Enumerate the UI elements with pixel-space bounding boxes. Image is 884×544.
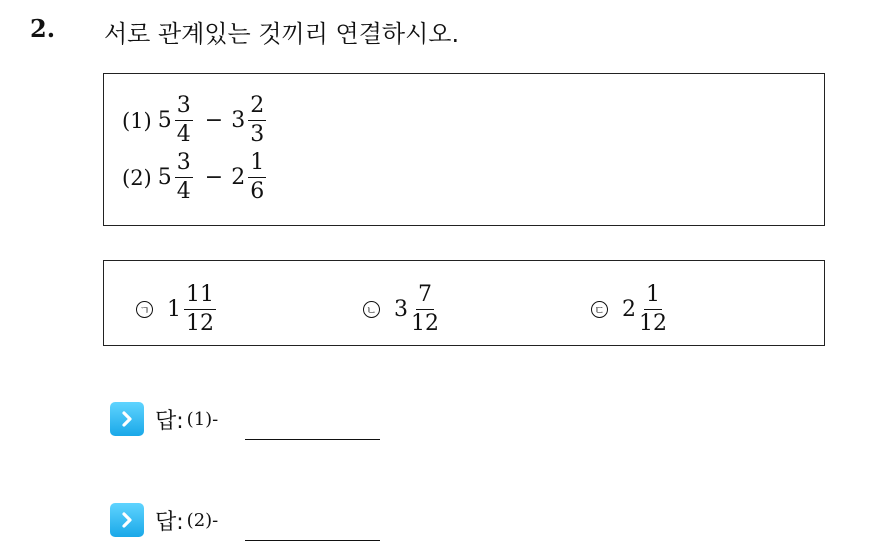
option-giyeok bbox=[136, 284, 220, 335]
circled-marker-icon: ㄱ bbox=[136, 301, 153, 318]
numerator: 1 bbox=[248, 152, 266, 178]
answer-label: 답: bbox=[155, 509, 184, 535]
whole-number: 2 bbox=[231, 165, 246, 190]
whole-number: 3 bbox=[394, 297, 408, 322]
circled-marker-icon: ㄷ bbox=[591, 301, 608, 318]
answer-blank-2[interactable] bbox=[245, 540, 380, 541]
denominator: 12 bbox=[639, 311, 667, 336]
whole-number: 2 bbox=[622, 297, 636, 322]
denominator: 3 bbox=[250, 122, 265, 147]
minus-operator: − bbox=[204, 108, 224, 133]
problem-2 bbox=[122, 152, 270, 203]
option-digeut bbox=[591, 284, 671, 335]
fraction bbox=[175, 95, 193, 146]
denominator: 6 bbox=[250, 179, 265, 204]
denominator: 12 bbox=[186, 311, 214, 336]
numerator: 1 bbox=[644, 284, 662, 310]
fraction bbox=[411, 284, 439, 335]
fraction bbox=[175, 152, 193, 203]
answer-arrow-icon bbox=[110, 402, 144, 436]
whole-number: 3 bbox=[231, 108, 246, 133]
answer-blank-1[interactable] bbox=[245, 439, 380, 440]
numerator: 2 bbox=[248, 95, 266, 121]
numerator: 3 bbox=[175, 152, 193, 178]
numerator: 3 bbox=[175, 95, 193, 121]
whole-number: 5 bbox=[157, 108, 172, 133]
fraction bbox=[184, 284, 216, 335]
numerator: 11 bbox=[184, 284, 216, 310]
denominator: 4 bbox=[176, 179, 191, 204]
answer-part: (2)- bbox=[186, 509, 219, 531]
minus-operator: − bbox=[204, 165, 224, 190]
numerator: 7 bbox=[416, 284, 434, 310]
fraction bbox=[248, 152, 266, 203]
answer-part: (1)- bbox=[186, 408, 219, 430]
problem-1 bbox=[122, 95, 270, 146]
problem-label: (1) bbox=[122, 108, 152, 133]
option-nieun bbox=[363, 284, 443, 335]
problem-label: (2) bbox=[122, 165, 152, 190]
denominator: 12 bbox=[411, 311, 439, 336]
circled-marker-icon: ㄴ bbox=[363, 301, 380, 318]
fraction bbox=[639, 284, 667, 335]
denominator: 4 bbox=[176, 122, 191, 147]
answer-arrow-icon bbox=[110, 503, 144, 537]
answer-row-2 bbox=[110, 503, 218, 537]
whole-number: 1 bbox=[167, 297, 181, 322]
question-number: 2. bbox=[30, 14, 56, 43]
whole-number: 5 bbox=[157, 165, 172, 190]
fraction bbox=[248, 95, 266, 146]
answer-label: 답: bbox=[155, 408, 184, 434]
answer-row-1 bbox=[110, 402, 218, 436]
question-text: 서로 관계있는 것끼리 연결하시오. bbox=[104, 20, 460, 48]
